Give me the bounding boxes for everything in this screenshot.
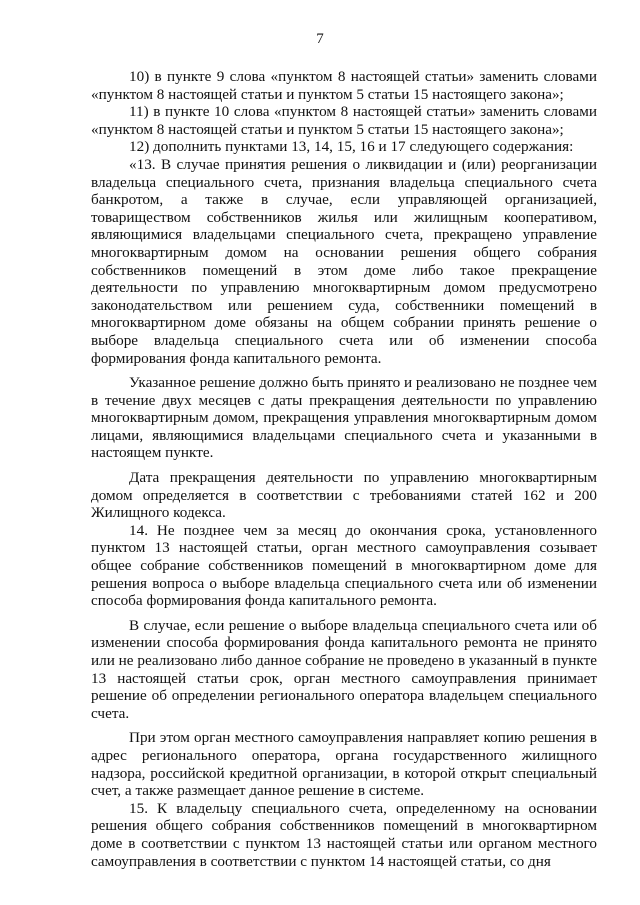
document-body <box>91 68 597 870</box>
page-number: 7 <box>316 31 324 47</box>
paragraph-item-12: 12) дополнить пунктами 13, 14, 15, 16 и 17 следующего содержания: <box>129 138 574 156</box>
paragraph-clause-13: «13. В случае принятия решения о ликвидации и (или) реорганизации владельца специального счета, признания владельца специального счета банкротом, а также в случае, если управляющей организацией, товариществом собственников жилья или жилищным кооперативом, являющимися владельцами специального счета, прекращено управление многоквартирным домом на основании решения общего собрания собственников помещений в этом доме либо такое прекращение деятельности по управлению многоквартирным домом предусмотрено законодательством или решением суда, собственники помещений в многоквартирном доме обязаны на общем собрании принять решение о выборе владельца специального счета или об изменении способа формирования фонда капитального ремонта. <box>91 155 597 367</box>
paragraph-item-10: 10) в пункте 9 слова «пунктом 8 настоящей статьи» заменить словами «пунктом 8 настоящей статьи и пунктом 5 статьи 15 настоящего закона»; <box>91 68 597 103</box>
paragraph-clause-13-date: Дата прекращения деятельности по управлению многоквартирным домом определяется в соответствии с требованиями статей 162 и 200 Жилищного кодекса. <box>91 469 597 522</box>
paragraph-clause-14-notice: При этом орган местного самоуправления направляет копию решения в адрес регионального оператора, органа государственного жилищного надзора, российской кредитной организации, в которой открыт специальный счет, а также размещает данное решение в системе. <box>91 729 597 800</box>
paragraph-clause-13-deadline: Указанное решение должно быть принято и реализовано не позднее чем в течение двух месяцев с даты прекращения деятельности по управлению многоквартирным домом, прекращения управления многоквартирным домом лицами, являющимися владельцами специального счета и указанными в настоящем пункте. <box>91 374 597 462</box>
paragraph-clause-14: 14. Не позднее чем за месяц до окончания срока, установленного пунктом 13 настоящей статьи, орган местного самоуправления созывает общее собрание собственников помещений в многоквартирном доме для решения вопроса о выборе владельца специального счета или об изменении способа формирования фонда капитального ремонта. <box>91 521 597 610</box>
paragraph-item-11: 11) в пункте 10 слова «пунктом 8 настоящей статьи» заменить словами «пунктом 8 настоящей статьи и пунктом 5 статьи 15 настоящего закона»; <box>91 103 597 138</box>
paragraph-clause-15: 15. К владельцу специального счета, определенному на основании решения общего собрания собственников помещений в многоквартирном доме в соответствии с пунктом 13 настоящей статьи или органом местного самоуправления в соответствии с пунктом 14 настоящей статьи, со дня <box>91 799 597 870</box>
paragraph-clause-14-case: В случае, если решение о выборе владельца специального счета или об изменении способа формирования фонда капитального ремонта не принято или не реализовано либо данное собрание не проведено в указанный в пункте 13 настоящей статьи срок, орган местного самоуправления принимает решение об определении регионального оператора владельцем специального счета. <box>91 616 597 722</box>
